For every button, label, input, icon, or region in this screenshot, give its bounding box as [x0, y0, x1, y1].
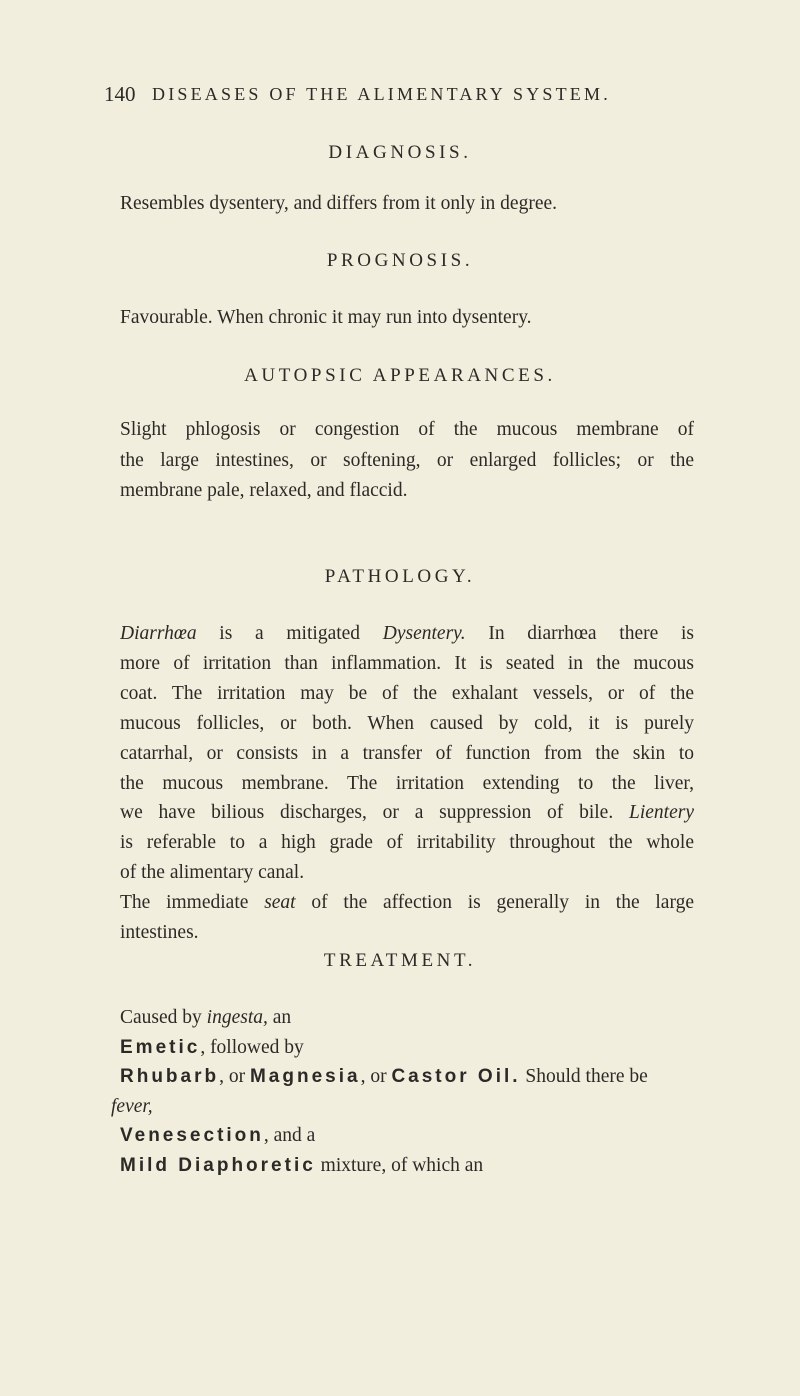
- text-line: [120, 682, 694, 706]
- text-segment: of the alimentary canal.: [120, 862, 305, 884]
- text-line: [111, 1095, 685, 1119]
- text-line: [120, 306, 694, 330]
- text-segment: the large intestines, or softening, or enlarged follicles; or the: [120, 449, 694, 471]
- text-line: [120, 742, 694, 766]
- text-segment: catarrhal, or consists in a transfer of function from the skin to: [120, 742, 694, 764]
- display-text: Venesection: [120, 1125, 264, 1147]
- text-line: [120, 921, 694, 945]
- italic-text: ingesta,: [206, 1007, 268, 1028]
- text-line: [120, 831, 694, 855]
- text-segment: coat. The irritation may be of the exhalant vessels, or of the: [120, 682, 694, 704]
- text-segment: In diarrhœa there is: [465, 623, 694, 644]
- text-segment: is referable to a high grade of irritability throughout the whole: [120, 832, 694, 854]
- text-line: [120, 712, 694, 736]
- text-segment: , or: [360, 1066, 392, 1088]
- display-text: Emetic: [120, 1036, 201, 1058]
- text-line: [120, 801, 694, 825]
- text-segment: Should there be: [520, 1066, 648, 1088]
- text-segment: mucous follicles, or both. When caused by cold, it is purely: [120, 712, 694, 734]
- text-segment: an: [267, 1007, 292, 1028]
- text-segment: intestines.: [120, 922, 199, 943]
- section-heading: DIAGNOSIS.: [328, 142, 472, 163]
- text-segment: , and a: [263, 1125, 316, 1147]
- text-line: [120, 861, 694, 885]
- section-heading: PROGNOSIS.: [326, 250, 474, 271]
- text-line: [120, 449, 694, 473]
- text-line: [120, 1006, 694, 1030]
- italic-text: Dysentery.: [382, 623, 466, 644]
- text-segment: , followed by: [200, 1036, 304, 1058]
- text-segment: mixture, of which an: [315, 1155, 484, 1176]
- section-heading: AUTOPSIC APPEARANCES.: [244, 365, 556, 386]
- text-line: [120, 418, 694, 442]
- italic-text: Diarrhœa: [120, 623, 197, 644]
- section-heading: PATHOLOGY.: [324, 566, 476, 587]
- text-line: [120, 772, 694, 796]
- italic-text: seat: [264, 892, 296, 914]
- text-segment: membrane pale, relaxed, and flaccid.: [120, 480, 408, 501]
- text-segment: Caused by: [120, 1007, 207, 1028]
- display-text: Rhubarb: [120, 1066, 220, 1088]
- running-title: DISEASES OF THE ALIMENTARY SYSTEM.: [152, 84, 611, 104]
- display-text: Castor Oil.: [391, 1066, 521, 1088]
- display-text: Magnesia: [249, 1066, 361, 1088]
- text-line: [120, 1065, 694, 1089]
- text-line: [120, 1154, 694, 1178]
- text-line: [120, 622, 694, 646]
- text-segment: of the affection is generally in the large: [295, 892, 694, 914]
- italic-text: Lientery: [629, 802, 694, 824]
- italic-text: fever,: [111, 1095, 153, 1117]
- text-segment: Favourable. When chronic it may run into dysentery.: [120, 307, 532, 328]
- text-segment: more of irritation than inflammation. It is seated in the mucous: [120, 652, 694, 674]
- text-segment: Slight phlogosis or congestion of the mucous membrane of: [120, 419, 694, 440]
- text-segment: we have bilious discharges, or a suppression of bile.: [120, 802, 630, 824]
- text-segment: The immediate: [120, 892, 265, 914]
- text-line: [120, 1036, 694, 1060]
- text-line: [120, 192, 694, 216]
- text-segment: the mucous membrane. The irritation extending to the liver,: [120, 772, 694, 794]
- display-text: Mild Diaphoretic: [120, 1155, 316, 1176]
- section-heading: TREATMENT.: [323, 950, 477, 971]
- text-line: [120, 891, 694, 915]
- text-segment: , or: [219, 1066, 250, 1088]
- text-segment: is a mitigated: [196, 623, 383, 644]
- text-line: [120, 479, 694, 503]
- text-segment: Resembles dysentery, and differs from it only in degree.: [120, 193, 558, 214]
- page-number: 140: [104, 82, 136, 106]
- text-line: [120, 1124, 694, 1148]
- text-line: [120, 652, 694, 676]
